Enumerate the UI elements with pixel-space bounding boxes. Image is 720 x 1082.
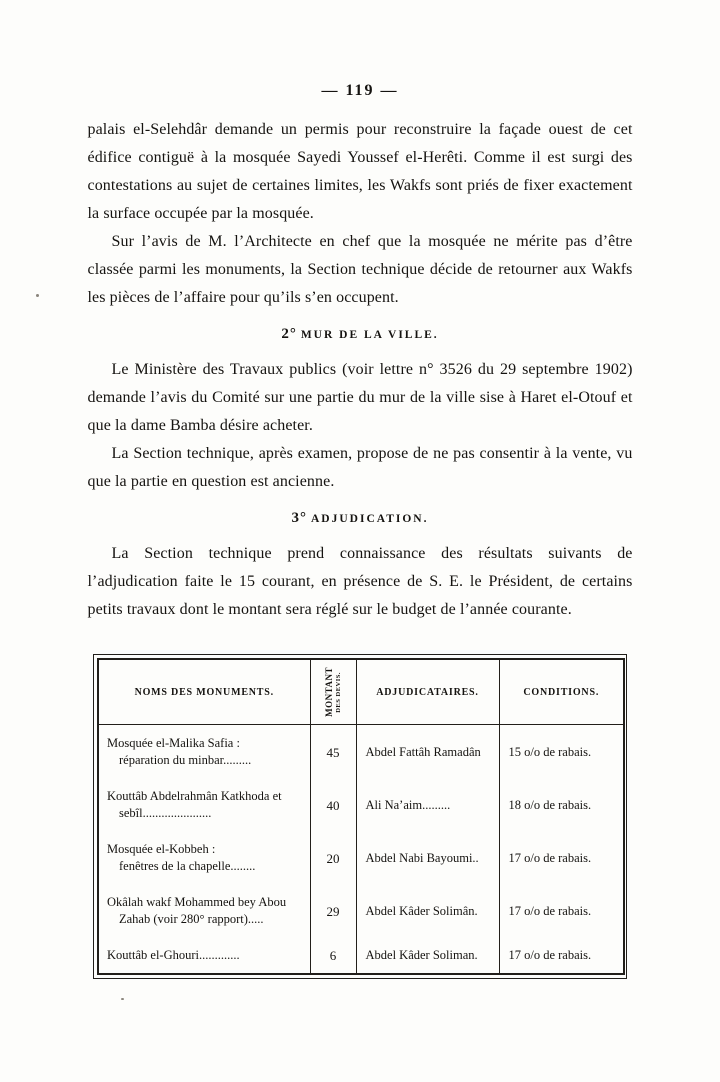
paragraph-2: Sur l’avis de M. l’Architecte en chef que la mosquée ne mérite pas d’être classée parmi les monuments, la Section technique décide de retourner aux Wakfs les pièces de l’affaire pour qu’ils s’en occupent.	[87, 233, 633, 306]
montant-value: 6	[310, 937, 356, 974]
condition-value: 17 o/o de rabais.	[499, 831, 624, 884]
page-number: — 119 —	[321, 82, 399, 99]
table-row	[98, 725, 624, 779]
table-row	[98, 884, 624, 937]
table-row	[98, 937, 624, 974]
vertical-header-line1: MONTANT	[324, 667, 334, 717]
montant-value: 29	[310, 884, 356, 937]
adjudicataire-name: Abdel Fattâh Ramadân	[356, 725, 499, 779]
column-header-montant	[310, 659, 356, 725]
section-number: 2°	[281, 326, 297, 342]
condition-value: 17 o/o de rabais.	[499, 937, 624, 974]
monument-name: Mosquée el-Malika Safia :	[107, 736, 240, 750]
monument-cell	[98, 778, 310, 831]
monument-name-cont: Zahab (voir 280° rapport).....	[119, 912, 264, 926]
monument-name: Mosquée el-Kobbeh :	[107, 842, 216, 856]
adjudicataire-name: Abdel Kâder Solimân.	[356, 884, 499, 937]
adjudication-table	[93, 654, 627, 979]
adjudicataire-name: Ali Na’aim.........	[356, 778, 499, 831]
monument-name-cont: réparation du minbar.........	[119, 753, 252, 767]
montant-value: 40	[310, 778, 356, 831]
column-header-adjudicataires: ADJUDICATAIRES.	[356, 659, 499, 725]
monument-name: Kouttâb el-Ghouri.............	[107, 948, 240, 962]
monument-name-cont: fenêtres de la chapelle........	[119, 859, 256, 873]
condition-value: 18 o/o de rabais.	[499, 778, 624, 831]
monument-cell	[98, 831, 310, 884]
monument-cell	[98, 884, 310, 937]
scan-speck	[36, 294, 39, 297]
table-row	[98, 778, 624, 831]
vertical-header-line2: DES DEVIS.	[335, 671, 342, 713]
paragraph-1: palais el-Selehdâr demande un permis pour reconstruire la façade ouest de cet édifice contiguë à la mosquée Sayedi Youssef el-Herêti. Comme il est surgi des contestations au sujet de certaines limites, les Wakfs sont priés de fixer exactement la surface occupée par la mosquée.	[87, 121, 633, 222]
column-header-monuments: NOMS DES MONUMENTS.	[98, 659, 310, 725]
montant-value: 45	[310, 725, 356, 779]
paragraph-3: Le Ministère des Travaux publics (voir lettre n° 3526 du 29 septembre 1902) demande l’avis du Comité sur une partie du mur de la ville sise à Haret el-Otouf et que la dame Bamba désire acheter.	[87, 361, 633, 434]
section-heading-adjudication	[88, 509, 633, 527]
paragraph-4: La Section technique, après examen, propose de ne pas consentir à la vente, vu que la partie en question est ancienne.	[87, 445, 633, 490]
section-title: ADJUDICATION.	[311, 513, 429, 525]
monument-cell	[98, 725, 310, 779]
condition-value: 15 o/o de rabais.	[499, 725, 624, 779]
section-number: 3°	[291, 510, 307, 526]
monument-cell	[98, 937, 310, 974]
montant-value: 20	[310, 831, 356, 884]
section-title: MUR DE LA VILLE.	[300, 329, 439, 341]
monument-name: Kouttâb Abdelrahmân Katkhoda et	[107, 789, 282, 803]
adjudicataire-name: Abdel Nabi Bayoumi..	[356, 831, 499, 884]
condition-value: 17 o/o de rabais.	[499, 884, 624, 937]
scan-speck	[121, 998, 124, 1000]
monument-name-cont: sebîl......................	[119, 806, 212, 820]
adjudicataire-name: Abdel Kâder Soliman.	[356, 937, 499, 974]
section-heading-mur-de-la-ville	[88, 325, 633, 343]
paragraph-5: La Section technique prend connaissance des résultats suivants de l’adjudication faite le 15 courant, en présence de S. E. le Président, de certains petits travaux dont le montant sera réglé sur le budget de l’année courante.	[87, 545, 633, 618]
monument-name: Okâlah wakf Mohammed bey Abou	[107, 895, 287, 909]
adjudication-table-grid	[97, 658, 625, 975]
vertical-header	[313, 662, 354, 722]
table-row	[98, 831, 624, 884]
page-content	[88, 0, 633, 979]
column-header-conditions: CONDITIONS.	[499, 659, 624, 725]
table-header	[98, 659, 624, 725]
table-body	[98, 725, 624, 975]
